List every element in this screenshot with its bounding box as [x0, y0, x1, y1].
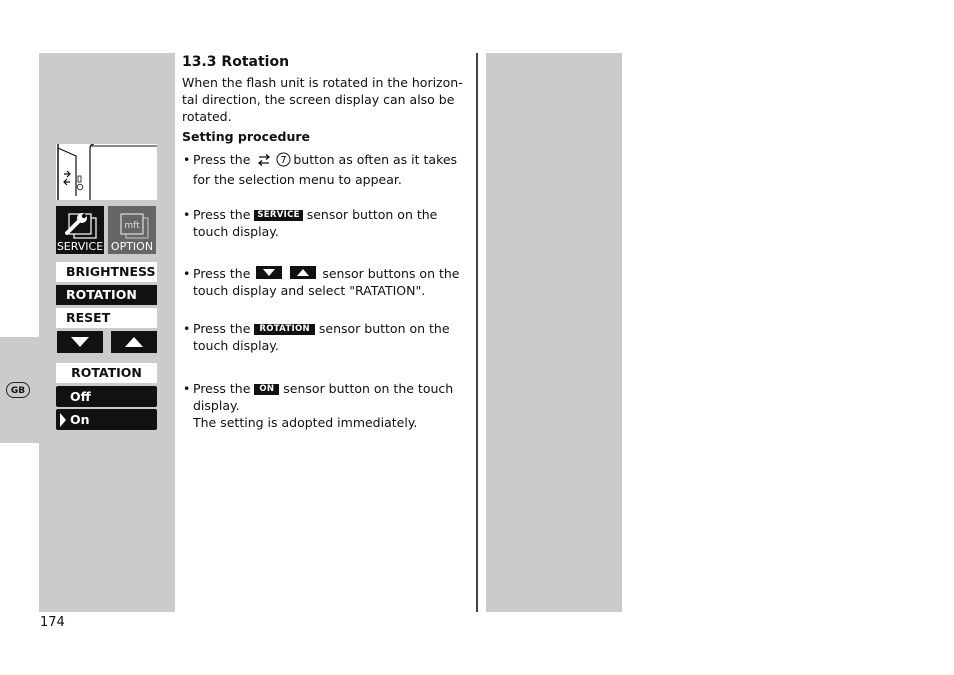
section-heading: 13.3 Rotation: [182, 54, 290, 70]
service-tile-label: SERVICE: [56, 240, 104, 253]
menu-item-rotation[interactable]: ROTATION: [56, 285, 157, 305]
step-text: Press the: [193, 381, 255, 396]
rotation-submenu-title: ROTATION: [56, 363, 157, 383]
rotate-arrows-icon: [256, 154, 272, 171]
step-text: Press the: [193, 207, 255, 222]
step-4: • Press the ROTATION sensor button on the touch display.: [183, 321, 450, 353]
column-divider: [476, 53, 478, 612]
svg-text:mft: mft: [124, 221, 140, 231]
step-text: Press the: [193, 321, 255, 336]
language-badge: GB: [6, 382, 30, 398]
option-tile-label: OPTION: [110, 240, 154, 253]
wrench-icon: [60, 209, 100, 241]
step-3: • Press the sensor buttons on the touch display and select "RATATION".: [183, 266, 460, 298]
bullet: •: [183, 381, 191, 396]
option-off[interactable]: Off: [56, 386, 157, 407]
option-on[interactable]: On: [56, 409, 157, 430]
step-5: • Press the ON sensor button on the touch display. The setting is adopted immediately.: [183, 381, 454, 430]
up-arrow-icon: [290, 266, 316, 279]
intro-paragraph: When the flash unit is rotated in the horizon- tal direction, the screen display can also be rotated.: [182, 75, 463, 124]
step-text: Press the: [193, 266, 255, 281]
bullet: •: [183, 207, 191, 222]
on-chip: ON: [254, 384, 279, 395]
bullet: •: [183, 266, 191, 281]
menu-item-reset[interactable]: RESET: [56, 308, 157, 328]
step-note: The setting is adopted immediately.: [193, 415, 418, 430]
down-arrow-button[interactable]: [57, 331, 103, 353]
bullet: •: [183, 321, 191, 336]
up-arrow-button[interactable]: [111, 331, 157, 353]
page-number: 174: [40, 615, 65, 630]
procedure-heading: Setting procedure: [182, 129, 310, 144]
step-text: Press the: [193, 152, 255, 167]
bullet: •: [183, 152, 191, 167]
reference-number-badge: [276, 152, 291, 171]
option-card-icon: [112, 209, 152, 241]
step-1: • Press the 7 button as often as it takes for the selection menu to appear.: [183, 152, 458, 187]
up-arrow-icon: [111, 331, 157, 353]
selection-pointer-icon: [59, 412, 67, 428]
svg-text:7: 7: [280, 155, 287, 166]
service-tile[interactable]: [56, 206, 104, 254]
service-chip: SERVICE: [254, 210, 302, 221]
rotation-chip: ROTATION: [254, 324, 315, 335]
step-2: • Press the SERVICE sensor button on the touch display.: [183, 207, 438, 239]
menu-item-brightness[interactable]: BRIGHTNESS: [56, 262, 157, 282]
down-arrow-icon: [57, 331, 103, 353]
option-tile[interactable]: [108, 206, 156, 254]
right-margin-column: [486, 53, 622, 612]
down-arrow-icon: [256, 266, 282, 279]
flash-display-illustration: [56, 144, 157, 200]
